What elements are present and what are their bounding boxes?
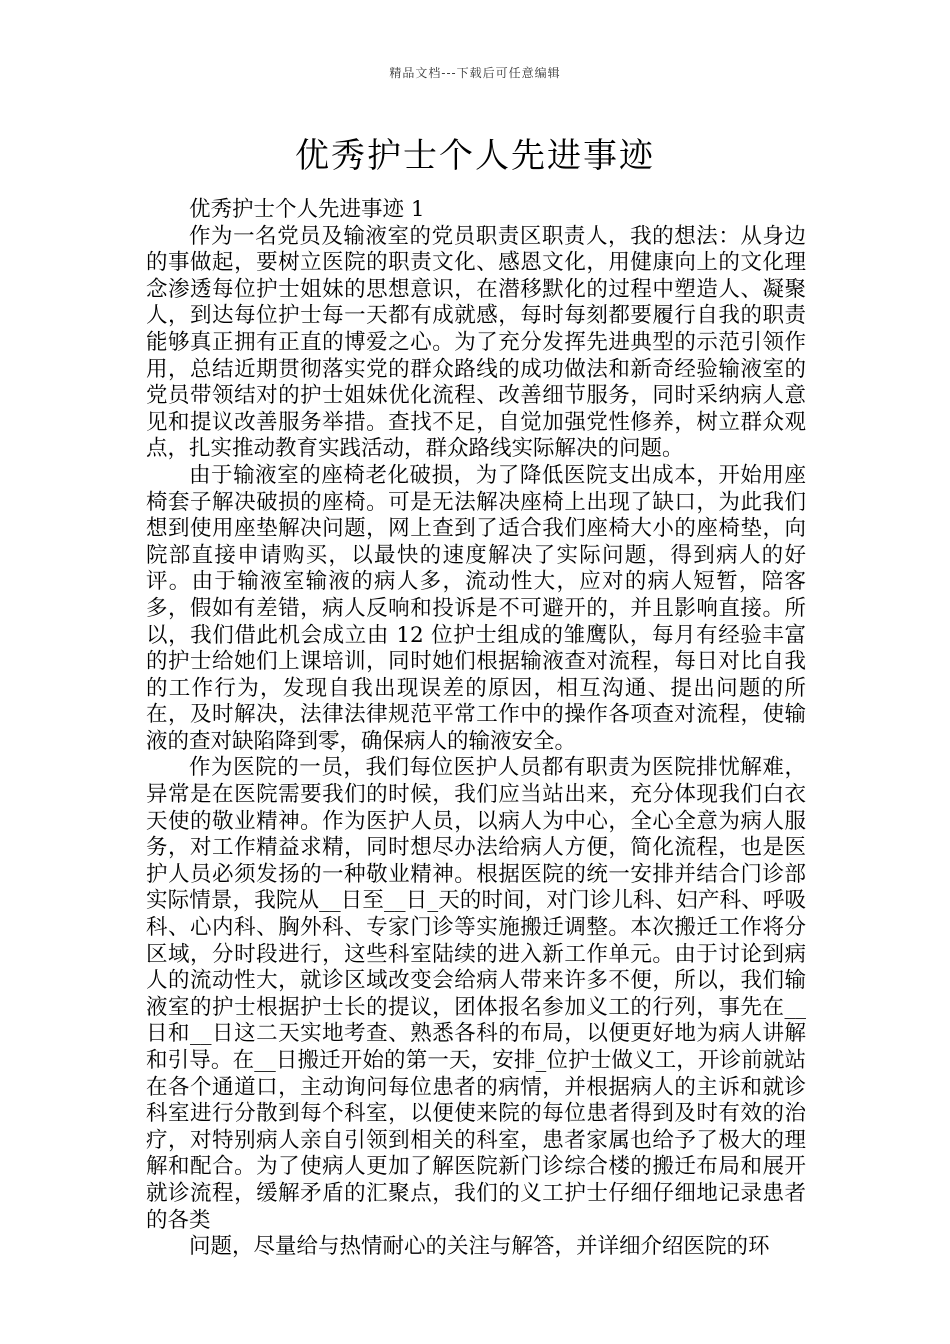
document-title: 优秀护士个人先进事迹 [295, 136, 655, 176]
paragraph: 问题，尽量给与热情耐心的关注与解答，并详细介绍医院的环 [189, 1234, 770, 1260]
paragraph: 作为一名党员及输液室的党员职责区职责人，我的想法：从身边的事做起，要树立医院的职责文化、感恩文化，用健康向上的文化理念渗透每位护士姐妹的思想意识，在潜移默化的过程中塑造人、凝聚人，到达每位护士每一天都有成就感，每时每刻都要履行自我的职责能够真正拥有正直的博爱之心。为了充分发挥先进典型的示范引领作用，总结近期贯彻落实党的群众路线的成功做法和新奇经验输液室的党员带领结对的护士姐妹优化流程、改善细节服务，同时采纳病人意见和提议改善服务举措。查找不足，自觉加强党性修养，树立群众观点，扎实推动教育实践活动，群众路线实际解决的问题。 [146, 223, 806, 462]
page-header: 精品文档---下载后可任意编辑 [389, 66, 561, 80]
paragraph: 由于输液室的座椅老化破损，为了降低医院支出成本，开始用座椅套子解决破损的座椅。可是无法解决座椅上出现了缺口，为此我们想到使用座垫解决问题，网上查到了适合我们座椅大小的座椅垫，向院部直接申请购买，以最快的速度解决了实际问题，得到病人的好评。由于输液室输液的病人多，流动性大，应对的病人短暂，陪客多，假如有差错，病人反响和投诉是不可避开的，并且影响直接。所以，我们借此机会成立由 12 位护士组成的雏鹰队，每月有经验丰富的护士给她们上课培训，同时她们根据输液查对流程，每日对比自我的工作行为，发现自我出现误差的原因，相互沟通、提出问题的所在，及时解决，法律法律规范平常工作中的操作各项查对流程，使输液的查对缺陷降到零，确保病人的输液安全。 [146, 462, 806, 754]
document-body [146, 197, 806, 1261]
subheading: 优秀护士个人先进事迹 1 [189, 197, 425, 222]
paragraph: 作为医院的一员，我们每位医护人员都有职责为医院排忧解难，异常是在医院需要我们的时候，我们应当站出来，充分体现我们白衣天使的敬业精神。作为医护人员，以病人为中心，全心全意为病人服务，对工作精益求精，同时想尽办法给病人方便，简化流程，也是医护人员必须发扬的一种敬业精神。根据医院的统一安排并结合门诊部实际情景，我院从__日至__日_天的时间，对门诊儿科、妇产科、呼吸科、心内科、胸外科、专家门诊等实施搬迁调整。本次搬迁工作将分区域，分时段进行，这些科室陆续的进入新工作单元。由于讨论到病人的流动性大，就诊区域改变会给病人带来许多不便，所以，我们输液室的护士根据护士长的提议，团体报名参加义工的行列，事先在__日和__日这二天实地考查、熟悉各科的布局，以便更好地为病人讲解和引导。在__日搬迁开始的第一天，安排_位护士做义工，开诊前就站在各个通道口，主动询问每位患者的病情，并根据病人的主诉和就诊科室进行分散到每个科室，以便使来院的每位患者得到及时有效的治疗，对特别病人亲自引领到相关的科室，患者家属也给予了极大的理解和配合。为了使病人更加了解医院新门诊综合楼的搬迁布局和展开就诊流程，缓解矛盾的汇聚点，我们的义工护士仔细仔细地记录患者的各类 [146, 755, 806, 1233]
